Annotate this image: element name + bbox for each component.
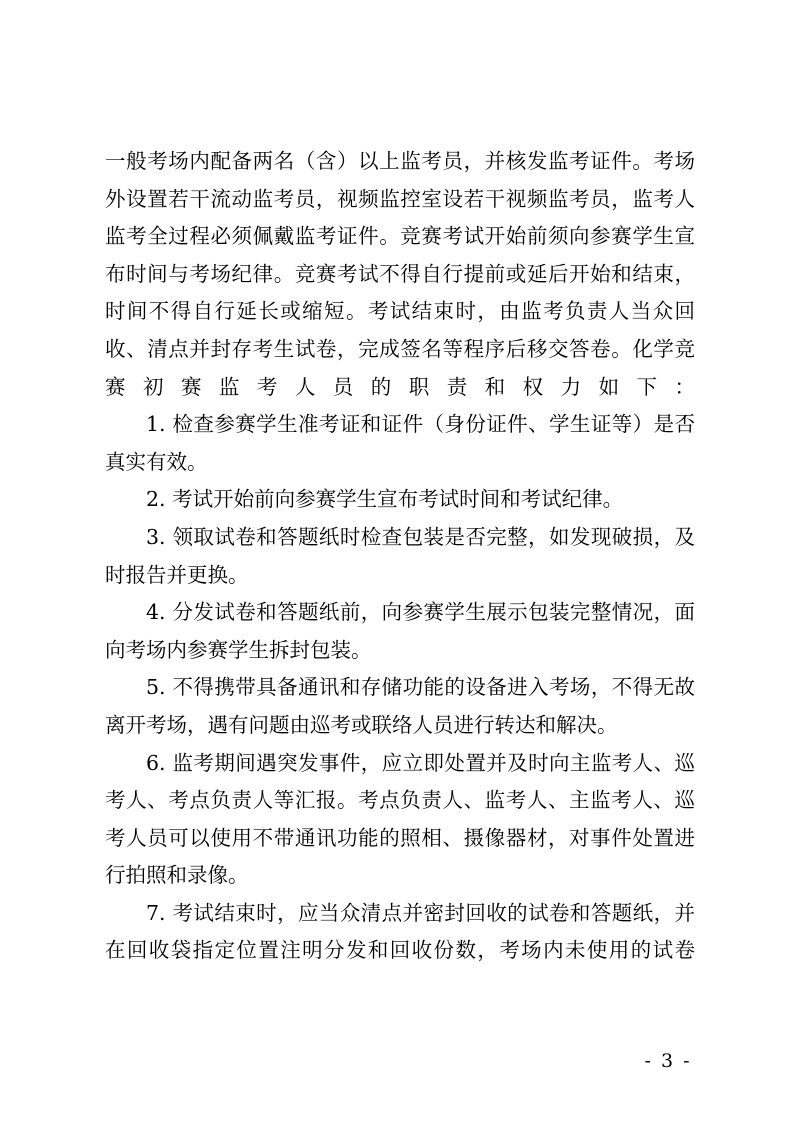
- text-line: 3. 领取试卷和答题纸时检查包装是否完整，如发现破损，及: [146, 524, 695, 549]
- text-line: 一般考场内配备两名（含）以上监考员，并核发监考证件。考场: [105, 149, 695, 173]
- page-number: - 3 -: [644, 1050, 692, 1072]
- text-line: 故离开考场，遇有问题由巡考或联络人员进行转达和解决。: [105, 675, 695, 737]
- text-line: 清点并封存考生试卷，完成签名等程序后移交答卷。化学竞赛初: [105, 336, 696, 399]
- paragraph-item-4: [105, 594, 695, 669]
- text-line: 赛监考人员的职责和权力如下：: [180, 374, 696, 399]
- paragraph-item-1: [105, 406, 695, 481]
- paragraph-item-5: [105, 669, 695, 744]
- text-line: 6. 监考期间遇突发事件，应立即处置并及时向主监考人、巡: [146, 750, 695, 775]
- text-line: 4. 分发试卷和答题纸前，向参赛学生展示包装完整情况，面: [146, 600, 695, 625]
- paragraph-item-2: [105, 481, 695, 519]
- text-line: 时报告并更换。: [105, 562, 249, 587]
- text-line: 7. 考试结束时，应当众清点并密封回收的试卷和答题纸，: [146, 900, 675, 925]
- paragraph-item-3: [105, 519, 695, 594]
- text-line: 外设置若干流动监考员，视频监控室设若干视频监考员，监考人: [105, 186, 695, 211]
- text-line: 行拍照和录像。: [105, 863, 249, 888]
- text-line: 布时间与考场纪律。竞赛考试不得自行提前或延后开始和结束，: [105, 261, 695, 286]
- text-line: 监考全过程必须佩戴监考证件。竞赛考试开始前须向参赛学生宣: [105, 224, 695, 249]
- text-line: 时间不得自行延长或缩短。考试结束时，由监考负责人当众回收、: [105, 299, 695, 361]
- text-line: 1. 检查参赛学生准考证和证件（身份证件、学生证等）是否: [146, 412, 695, 437]
- paragraph-item-6: [105, 745, 695, 895]
- text-line: 并在回收袋指定位置注明分发和回收份数，考场内未使用的试卷: [105, 900, 695, 963]
- body-text: [105, 143, 695, 970]
- text-line: 真实有效。: [105, 449, 208, 474]
- paragraph-item-7: [105, 895, 695, 970]
- text-line: 向考场内参赛学生拆封包装。: [105, 637, 372, 662]
- text-line: 考人员可以使用不带通讯功能的照相、摄像器材，对事件处置进: [105, 825, 695, 850]
- text-line: 考人、考点负责人等汇报。考点负责人、监考人、主监考人、巡: [105, 788, 695, 813]
- text-line: 2. 考试开始前向参赛学生宣布考试时间和考试纪律。: [146, 487, 624, 512]
- paragraph-intro: [105, 143, 695, 406]
- text-line: 5. 不得携带具备通讯和存储功能的设备进入考场，不得无: [146, 675, 675, 700]
